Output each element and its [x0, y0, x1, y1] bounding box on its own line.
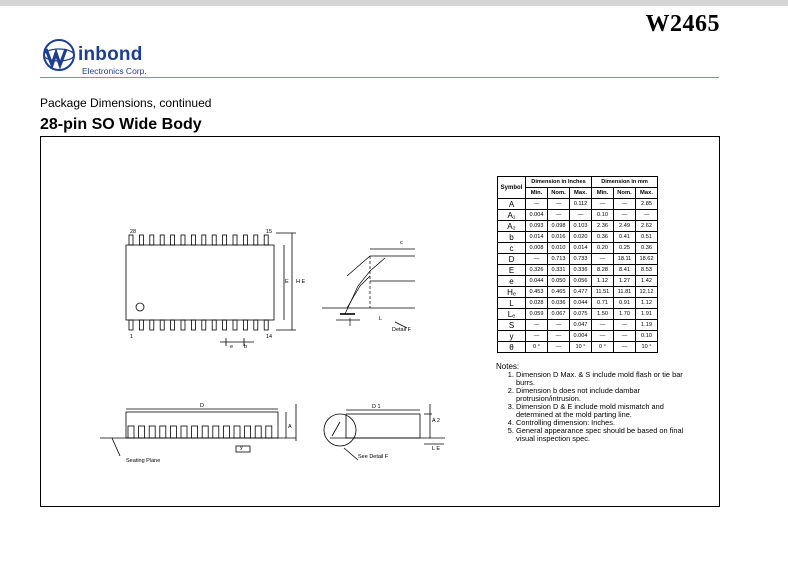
value-cell: 1.91 — [636, 309, 658, 320]
symbol-cell: L — [498, 298, 526, 309]
pin-lead — [212, 235, 216, 245]
col-header: Max. — [570, 188, 592, 199]
pin-lead-side — [255, 426, 261, 438]
symbol-cell: e — [498, 276, 526, 287]
value-cell: 2.62 — [636, 221, 658, 232]
value-cell: 0.093 — [526, 221, 548, 232]
seating-plane-label: Seating Plane — [126, 458, 161, 464]
symbol-cell: θ — [498, 342, 526, 353]
pin-lead-side — [234, 426, 240, 438]
pin-lead — [160, 235, 164, 245]
table-row — [498, 254, 658, 265]
value-cell: — — [548, 210, 570, 221]
pin-lead — [171, 320, 175, 330]
pin-28-label: 28 — [130, 229, 137, 235]
value-cell: 0.91 — [614, 298, 636, 309]
logo-name: inbond — [78, 44, 143, 65]
top-view — [126, 233, 296, 346]
value-cell: 0.51 — [636, 232, 658, 243]
symbol-cell: A₁ — [498, 210, 526, 221]
symbol-cell: A₂ — [498, 221, 526, 232]
value-cell: — — [636, 210, 658, 221]
value-cell: 1.70 — [614, 309, 636, 320]
dimension-pitch-label: e — [230, 344, 234, 350]
pin1-marker — [136, 303, 144, 311]
dimension-e-label: E — [285, 279, 289, 285]
value-cell: 0.25 — [614, 243, 636, 254]
table-row — [498, 320, 658, 331]
pin-lead — [139, 320, 143, 330]
note-item: 4. Controlling dimension: Inches. — [516, 419, 696, 427]
note-item: 5. General appearance spec should be based on final visual inspection spec. — [516, 427, 696, 443]
value-cell: — — [548, 320, 570, 331]
value-cell: 1.27 — [614, 276, 636, 287]
see-detail-f-circle — [324, 414, 356, 446]
value-cell: 1.50 — [592, 309, 614, 320]
pin-lead — [202, 320, 206, 330]
pin-lead — [191, 235, 195, 245]
notes-block — [496, 363, 696, 443]
pin-lead — [212, 320, 216, 330]
value-cell: 0.36 — [636, 243, 658, 254]
logo-subtitle: Electronics Corp. — [82, 66, 147, 76]
value-cell: 0 ° — [592, 342, 614, 353]
symbol-cell: c — [498, 243, 526, 254]
note-item: 2. Dimension b does not include dambar protrusion/intrusion. — [516, 387, 696, 403]
table-row — [498, 232, 658, 243]
value-cell: 2.85 — [636, 199, 658, 210]
company-logo — [42, 38, 192, 78]
pin-lead-side — [192, 426, 198, 438]
table-row — [498, 276, 658, 287]
value-cell: 8.41 — [614, 265, 636, 276]
pin-14-label: 14 — [266, 334, 273, 340]
value-cell: 0.36 — [592, 232, 614, 243]
col-header: Min. — [592, 188, 614, 199]
value-cell: 0.20 — [592, 243, 614, 254]
symbol-cell: b — [498, 232, 526, 243]
dimension-b-label: b — [244, 344, 248, 350]
value-cell: — — [526, 254, 548, 265]
table-row — [498, 298, 658, 309]
pin-lead — [223, 320, 227, 330]
package-drawing — [40, 136, 500, 505]
value-cell: 0.014 — [570, 243, 592, 254]
col-header: Min. — [526, 188, 548, 199]
pin-lead — [264, 320, 268, 330]
col-header: Nom. — [614, 188, 636, 199]
pin-lead — [254, 320, 258, 330]
symbol-header: Symbol — [498, 177, 526, 199]
value-cell: 1.19 — [636, 320, 658, 331]
value-cell: 10 ° — [636, 342, 658, 353]
value-cell: 0.10 — [636, 331, 658, 342]
value-cell: — — [526, 199, 548, 210]
col-header: Nom. — [548, 188, 570, 199]
end-d1-label: D 1 — [372, 404, 381, 410]
mm-group-header: Dimension in mm — [592, 177, 658, 188]
pin-lead-side — [245, 426, 251, 438]
document-title: W2465 — [645, 11, 720, 37]
value-cell: 0.477 — [570, 287, 592, 298]
value-cell: — — [570, 210, 592, 221]
detail-f-label: Detail F — [392, 327, 411, 333]
pin-lead — [264, 235, 268, 245]
value-cell: 10 ° — [570, 342, 592, 353]
col-header: Max. — [636, 188, 658, 199]
detail-f-view — [322, 249, 415, 328]
value-cell: 12.12 — [636, 287, 658, 298]
pin-lead-side — [181, 426, 187, 438]
pin-lead — [181, 235, 185, 245]
value-cell: — — [592, 254, 614, 265]
pins-bottom-row — [129, 320, 268, 330]
side-y-label: y — [240, 445, 243, 451]
value-cell: — — [614, 331, 636, 342]
value-cell: — — [548, 199, 570, 210]
value-cell: 0.047 — [570, 320, 592, 331]
section-title: 28-pin SO Wide Body — [40, 116, 202, 133]
detail-l-label: L — [379, 316, 383, 322]
value-cell: — — [592, 199, 614, 210]
value-cell: 0.059 — [526, 309, 548, 320]
winbond-globe-icon — [42, 38, 76, 72]
table-row — [498, 210, 658, 221]
value-cell: 8.28 — [592, 265, 614, 276]
pin-lead — [243, 320, 247, 330]
value-cell: 8.53 — [636, 265, 658, 276]
symbol-cell: Lₑ — [498, 309, 526, 320]
value-cell: 0.020 — [570, 232, 592, 243]
value-cell: 0.331 — [548, 265, 570, 276]
value-cell: 18.11 — [614, 254, 636, 265]
value-cell: — — [548, 331, 570, 342]
datum-box — [236, 446, 250, 452]
value-cell: 0.098 — [548, 221, 570, 232]
table-row — [498, 287, 658, 298]
table-row — [498, 309, 658, 320]
value-cell: 0.41 — [614, 232, 636, 243]
table-row — [498, 331, 658, 342]
note-item: 1. Dimension D Max. & S include mold flash or tie bar burrs. — [516, 371, 696, 387]
value-cell: 1.12 — [636, 298, 658, 309]
pin-lead — [129, 235, 133, 245]
pin-lead-side — [149, 426, 155, 438]
pin-lead-side — [223, 426, 229, 438]
table-row — [498, 265, 658, 276]
value-cell: 0.336 — [570, 265, 592, 276]
value-cell: — — [526, 331, 548, 342]
table-row — [498, 221, 658, 232]
value-cell: 0.010 — [548, 243, 570, 254]
value-cell: — — [614, 342, 636, 353]
pin-lead-side — [170, 426, 176, 438]
pin-lead — [150, 235, 154, 245]
header-divider — [40, 77, 719, 78]
side-d-label: D — [200, 403, 204, 409]
pin-lead — [160, 320, 164, 330]
value-cell: 2.49 — [614, 221, 636, 232]
value-cell: 0.453 — [526, 287, 548, 298]
pin-lead — [233, 235, 237, 245]
end-le-label: L E — [432, 446, 441, 452]
pin-lead-side — [128, 426, 134, 438]
dimension-table — [497, 176, 658, 353]
pin-lead-side — [266, 426, 272, 438]
browser-top-strip — [0, 0, 788, 6]
value-cell: 0.014 — [526, 232, 548, 243]
value-cell: 0.10 — [592, 210, 614, 221]
value-cell: 0.044 — [526, 276, 548, 287]
value-cell: — — [614, 320, 636, 331]
pin-lead — [150, 320, 154, 330]
pin-lead — [181, 320, 185, 330]
pin-lead — [233, 320, 237, 330]
side-a-label: A — [288, 424, 292, 430]
symbol-cell: D — [498, 254, 526, 265]
pin-lead — [223, 235, 227, 245]
value-cell: — — [592, 320, 614, 331]
pin-lead — [243, 235, 247, 245]
pin-lead-side — [160, 426, 166, 438]
value-cell: 0.326 — [526, 265, 548, 276]
pin-lead — [139, 235, 143, 245]
value-cell: 0 ° — [526, 342, 548, 353]
notes-title: Notes: — [496, 362, 520, 371]
pin-15-label: 15 — [266, 229, 273, 235]
value-cell: 0.016 — [548, 232, 570, 243]
side-view — [100, 404, 296, 456]
see-detail-f-label: See Detail F — [358, 454, 389, 460]
value-cell: 0.028 — [526, 298, 548, 309]
value-cell: 0.465 — [548, 287, 570, 298]
value-cell: 0.713 — [548, 254, 570, 265]
value-cell: 11.81 — [614, 287, 636, 298]
pins-side-row — [128, 426, 272, 438]
symbol-cell: S — [498, 320, 526, 331]
value-cell: 0.056 — [570, 276, 592, 287]
section-subtitle: Package Dimensions, continued — [40, 96, 212, 110]
pin-lead — [129, 320, 133, 330]
pin-lead-side — [213, 426, 219, 438]
value-cell: 0.008 — [526, 243, 548, 254]
value-cell: 0.036 — [548, 298, 570, 309]
value-cell: — — [526, 320, 548, 331]
pin-lead — [202, 235, 206, 245]
value-cell: — — [614, 199, 636, 210]
value-cell: 0.103 — [570, 221, 592, 232]
value-cell: 2.36 — [592, 221, 614, 232]
symbol-cell: Hₑ — [498, 287, 526, 298]
value-cell: 0.044 — [570, 298, 592, 309]
note-item: 3. Dimension D & E include mold mismatch and determined at the mold parting line. — [516, 403, 696, 419]
value-cell: 0.004 — [570, 331, 592, 342]
value-cell: 0.067 — [548, 309, 570, 320]
value-cell: 0.733 — [570, 254, 592, 265]
value-cell: 1.12 — [592, 276, 614, 287]
value-cell: — — [548, 342, 570, 353]
inches-group-header: Dimension in Inches — [526, 177, 592, 188]
pin-lead — [191, 320, 195, 330]
symbol-cell: A — [498, 199, 526, 210]
detail-dim-label: c — [400, 240, 403, 246]
pin-1-label: 1 — [130, 334, 134, 340]
package-body-end — [346, 414, 420, 438]
value-cell: 0.050 — [548, 276, 570, 287]
value-cell: — — [614, 210, 636, 221]
value-cell: — — [592, 331, 614, 342]
value-cell: 0.71 — [592, 298, 614, 309]
table-row — [498, 243, 658, 254]
value-cell: 1.42 — [636, 276, 658, 287]
symbol-cell: y — [498, 331, 526, 342]
value-cell: 18.62 — [636, 254, 658, 265]
pin-lead-side — [202, 426, 208, 438]
value-cell: 0.004 — [526, 210, 548, 221]
value-cell: 0.075 — [570, 309, 592, 320]
value-cell: 0.112 — [570, 199, 592, 210]
end-a-label: A 2 — [432, 418, 440, 424]
symbol-cell: E — [498, 265, 526, 276]
table-row — [498, 342, 658, 353]
package-outline-svg — [40, 136, 500, 505]
pins-top-row — [129, 235, 268, 245]
pin-lead — [254, 235, 258, 245]
package-body-top — [126, 245, 274, 320]
value-cell: 11.51 — [592, 287, 614, 298]
end-view — [324, 404, 445, 460]
table-row — [498, 199, 658, 210]
dimension-he-label: H E — [296, 279, 306, 285]
pin-lead — [171, 235, 175, 245]
pin-lead-side — [139, 426, 145, 438]
